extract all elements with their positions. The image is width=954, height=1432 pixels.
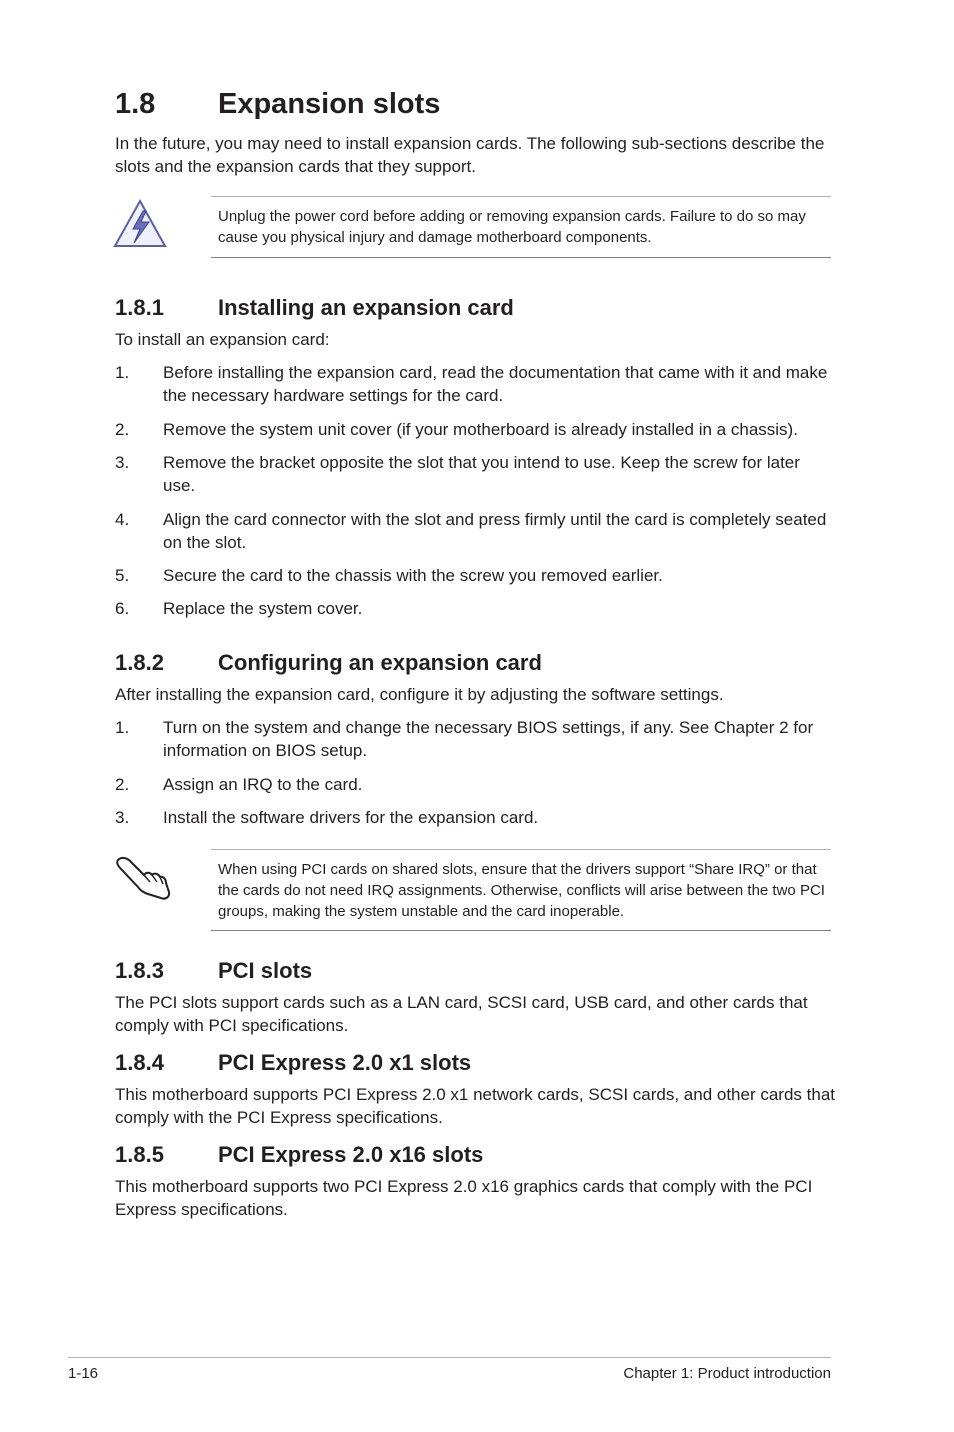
subsection-title: PCI slots [218, 958, 313, 983]
step-number: 1. [115, 363, 130, 382]
subsection-number: 1.8.1 [115, 295, 164, 320]
subsection-title: PCI Express 2.0 x16 slots [218, 1142, 484, 1167]
pcie-x1-paragraph: This motherboard supports PCI Express 2.0 x1 network cards, SCSI cards, and other cards that comply with the PCI Express specifications. [115, 1085, 835, 1127]
pci-paragraph: The PCI slots support cards such as a LAN card, SCSI card, USB card, and other cards that comply with PCI specifications. [115, 993, 808, 1035]
section-number: 1.8 [115, 88, 156, 120]
step-number: 1. [115, 718, 130, 737]
section-heading [115, 86, 440, 122]
subsection-heading-1-8-5 [115, 1141, 483, 1169]
list-item [115, 508, 835, 554]
step-text: Remove the bracket opposite the slot that you intend to use. Keep the screw for later use. [163, 453, 800, 495]
pcie-x16-paragraph: This motherboard supports two PCI Express 2.0 x16 graphics cards that comply with the PCI Express specifications. [115, 1177, 813, 1219]
pointing-hand-icon [114, 850, 174, 907]
step-text: Assign an IRQ to the card. [163, 775, 363, 794]
subsection-number: 1.8.4 [115, 1050, 164, 1075]
subsection-number: 1.8.3 [115, 958, 164, 983]
list-item [115, 418, 835, 441]
subsection-title: PCI Express 2.0 x1 slots [218, 1050, 472, 1075]
step-number: 5. [115, 566, 130, 585]
page-number: 1-16 [68, 1365, 99, 1382]
list-item [115, 597, 835, 620]
warning-lightning-icon [112, 198, 168, 255]
step-number: 3. [115, 808, 130, 827]
list-item [115, 451, 835, 497]
warning-note [211, 196, 831, 258]
install-lead: To install an expansion card: [115, 330, 330, 349]
subsection-heading-1-8-2 [115, 649, 542, 677]
intro-paragraph: In the future, you may need to install expansion cards. The following sub-sections describe the slots and the expansion cards that they support. [115, 134, 825, 176]
section-title: Expansion slots [218, 88, 441, 120]
subsection-number: 1.8.2 [115, 650, 164, 675]
list-item [115, 361, 835, 407]
irq-note-text: When using PCI cards on shared slots, ensure that the drivers support “Share IRQ” or that the cards do not need IRQ assignments. Otherwise, conflicts will arise between the two PCI groups, making the system unstable and the card inoperable. [218, 861, 825, 920]
configure-lead: After installing the expansion card, configure it by adjusting the software settings. [115, 685, 724, 704]
step-number: 6. [115, 599, 130, 618]
subsection-heading-1-8-3 [115, 957, 312, 985]
step-number: 2. [115, 775, 130, 794]
irq-note [211, 849, 831, 931]
step-text: Secure the card to the chassis with the screw you removed earlier. [163, 566, 663, 585]
step-text: Align the card connector with the slot and press firmly until the card is completely seated on the slot. [163, 510, 827, 552]
chapter-title: Chapter 1: Product introduction [623, 1365, 831, 1382]
warning-note-text: Unplug the power cord before adding or removing expansion cards. Failure to do so may cause you physical injury and damage motherboard components. [218, 208, 806, 246]
step-text: Turn on the system and change the necessary BIOS settings, if any. See Chapter 2 for information on BIOS setup. [163, 718, 814, 760]
step-number: 4. [115, 510, 130, 529]
step-text: Replace the system cover. [163, 599, 363, 618]
step-text: Remove the system unit cover (if your motherboard is already installed in a chassis). [163, 420, 798, 439]
subsection-heading-1-8-4 [115, 1049, 471, 1077]
subsection-number: 1.8.5 [115, 1142, 164, 1167]
list-item [115, 716, 835, 762]
step-number: 3. [115, 453, 130, 472]
subsection-title: Configuring an expansion card [218, 650, 542, 675]
step-text: Install the software drivers for the expansion card. [163, 808, 539, 827]
step-number: 2. [115, 420, 130, 439]
list-item [115, 806, 835, 829]
subsection-title: Installing an expansion card [218, 295, 514, 320]
list-item [115, 564, 835, 587]
footer-divider [68, 1357, 831, 1358]
list-item [115, 773, 835, 796]
step-text: Before installing the expansion card, read the documentation that came with it and make the necessary hardware settings for the card. [163, 363, 828, 405]
subsection-heading-1-8-1 [115, 294, 514, 322]
